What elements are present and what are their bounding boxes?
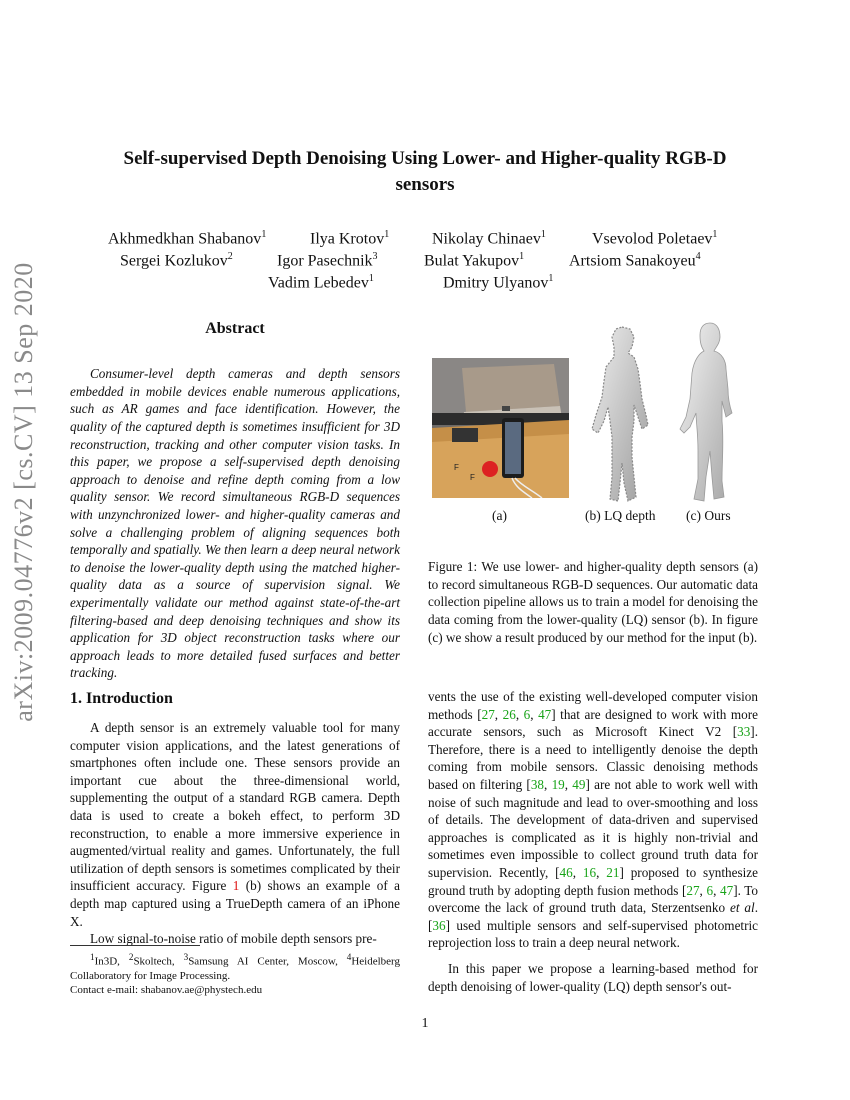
affiliations-footnote: $^1$In3D, $^2$Skoltech, $^3$Samsung AI Center, Moscow, $^4$Heidelberg Collaboratory for Image Processing.: [70, 952, 401, 982]
citation-link[interactable]: 27: [686, 882, 700, 898]
intro-paragraph-2: Low signal-to-noise ratio of mobile depth sensors pre-: [90, 931, 377, 947]
citation-link[interactable]: 27: [481, 706, 495, 722]
author: Vsevolod Poletaev$^1$: [592, 229, 718, 248]
arxiv-identifier: [4, 262, 44, 722]
citation-link[interactable]: 21: [606, 864, 620, 880]
author: Akhmedkhan Shabanov$^1$: [108, 229, 267, 248]
paper-title: [60, 146, 790, 198]
citation-link[interactable]: 6: [706, 882, 714, 898]
figure-1-caption: Figure 1: We use lower- and higher-quality depth sensors (a) to record simultaneous RGB-D sequences. Our automatic data collection pipeline allows us to train a model for denoising the data coming from the lower-quality (LQ) sensor (b). In figure (c) we show a result produced by our method for the input (b).: [428, 559, 758, 645]
page-number: 1: [421, 1016, 429, 1031]
abstract-heading: Abstract: [205, 320, 265, 337]
author: Igor Pasechnik$^3$: [277, 251, 378, 270]
svg-text:F: F: [454, 463, 459, 472]
footnote: [70, 950, 400, 997]
lq-depth-render: [588, 325, 658, 505]
citation-link[interactable]: 6: [523, 706, 531, 722]
intro-paragraph-3: In this paper we propose a learning-based method for depth denoising of lower-quality (LQ) depth sensor's out-: [428, 960, 758, 994]
figure-label-b: (b) LQ depth: [585, 508, 656, 523]
citation-link[interactable]: 47: [720, 882, 734, 898]
author: Nikolay Chinaev$^1$: [432, 229, 546, 248]
citation-link[interactable]: 36: [432, 917, 446, 933]
section-heading-introduction: 1. Introduction: [70, 690, 173, 707]
abstract-body: Consumer-level depth cameras and depth sensors embedded in mobile devices enable numerous applications, such as AR games and face identification. However, the quality of the captured depth is sometimes insufficient for 3D reconstruction, tracking and other computer vision tasks. In this paper, we propose a self-supervised depth denoising approach to denoise and refine depth coming from a low quality sensor. We record simultaneous RGB-D sequences with unzynchronized lower- and higher-quality cameras and solve a challenging problem of aligning sequences both temporally and spatially. We then learn a deep neural network to denoise the lower-quality depth using the matched higher-quality data as a source of supervision signal. We experimentally validate our method against state-of-the-art filtering-based and deep denoising techniques and show its application for 3D object reconstruction tasks where our approach leads to more detailed fused surfaces and better tracking.: [70, 366, 400, 681]
footnote-divider: [70, 945, 200, 946]
citation-link[interactable]: 26: [502, 706, 516, 722]
intro-paragraph-1: A depth sensor is an extremely valuable tool for many computer vision applications, and the latest generations of smartphones often include one. These sensors provide an important cue about the three-dimensional world, supplementing the output of a standard RGB camera. Depth data is used to create a bokeh effect, to perform 3D reconstruction, to enable a more immersive experience in augmented/virtual reality and games. Unfortunately, the full utilization of depth sensors is sometimes complicated by their insufficient accuracy. Figure 1 (b) shows an example of a depth map captured using a TrueDepth camera of an iPhone X.: [70, 720, 400, 929]
author: Ilya Krotov$^1$: [310, 229, 390, 248]
citation-link[interactable]: 47: [538, 706, 552, 722]
citation-link[interactable]: 33: [737, 724, 751, 740]
citation-link[interactable]: 49: [572, 776, 586, 792]
citation-link[interactable]: 19: [551, 776, 565, 792]
introduction-column-right: [428, 688, 758, 995]
citation-link[interactable]: 38: [530, 776, 545, 792]
intro-paragraph-continued: vents the use of the existing well-developed computer vision methods [27, 26, 6, 47] that are designed to work with more accurate sensors, such as Microsoft Kinect V2 [33]. Therefore, there is a need to intelligently denoise the depth coming from mobile sensors. Classic denoising methods based on filtering [38, 19, 49] are not able to work well with noise of such magnitude and lead to over-smoothing and loss of details. The development of data-driven and supervised approaches is complicated as it is highly non-trivial and sometimes even impossible to collect ground truth data for supervision. Recently, [46, 16, 21] proposed to synthesize ground truth by adopting depth fusion methods [27, 6, 47]. To overcome the lack of ground truth data, Sterzentsenko et al. [36] used multiple sensors and self-supervised photometric reprojection loss to train a deep neural network.: [428, 689, 759, 951]
figure-label-a: (a): [492, 508, 507, 523]
arxiv-identifier-text: arXiv:2009.04776v2 [cs.CV] 13 Sep 2020: [9, 262, 38, 722]
author: Sergei Kozlukov$^2$: [120, 251, 233, 270]
figure-reference-link[interactable]: 1: [232, 878, 240, 894]
figure-1: [428, 325, 758, 525]
author: Artsiom Sanakoyeu$^4$: [569, 251, 701, 270]
title-line-2: sensors: [395, 174, 455, 195]
sensor-rig-illustration: [432, 358, 569, 498]
author: Bulat Yakupov$^1$: [424, 251, 525, 270]
svg-text:F: F: [470, 473, 475, 482]
title-line-1: Self-supervised Depth Denoising Using Lower- and Higher-quality RGB-D: [123, 148, 727, 169]
author: Vadim Lebedev$^1$: [268, 273, 374, 292]
citation-link[interactable]: 46: [559, 864, 573, 880]
figure-label-c: (c) Ours: [686, 508, 731, 523]
denoised-depth-render: [674, 321, 744, 505]
sensor-rig-photo: [432, 358, 569, 498]
author: Dmitry Ulyanov$^1$: [443, 273, 554, 292]
citation-link[interactable]: 16: [582, 864, 597, 880]
introduction-column-left: [70, 719, 400, 948]
contact-email: Contact e-mail: shabanov.ae@phystech.edu: [70, 983, 263, 996]
